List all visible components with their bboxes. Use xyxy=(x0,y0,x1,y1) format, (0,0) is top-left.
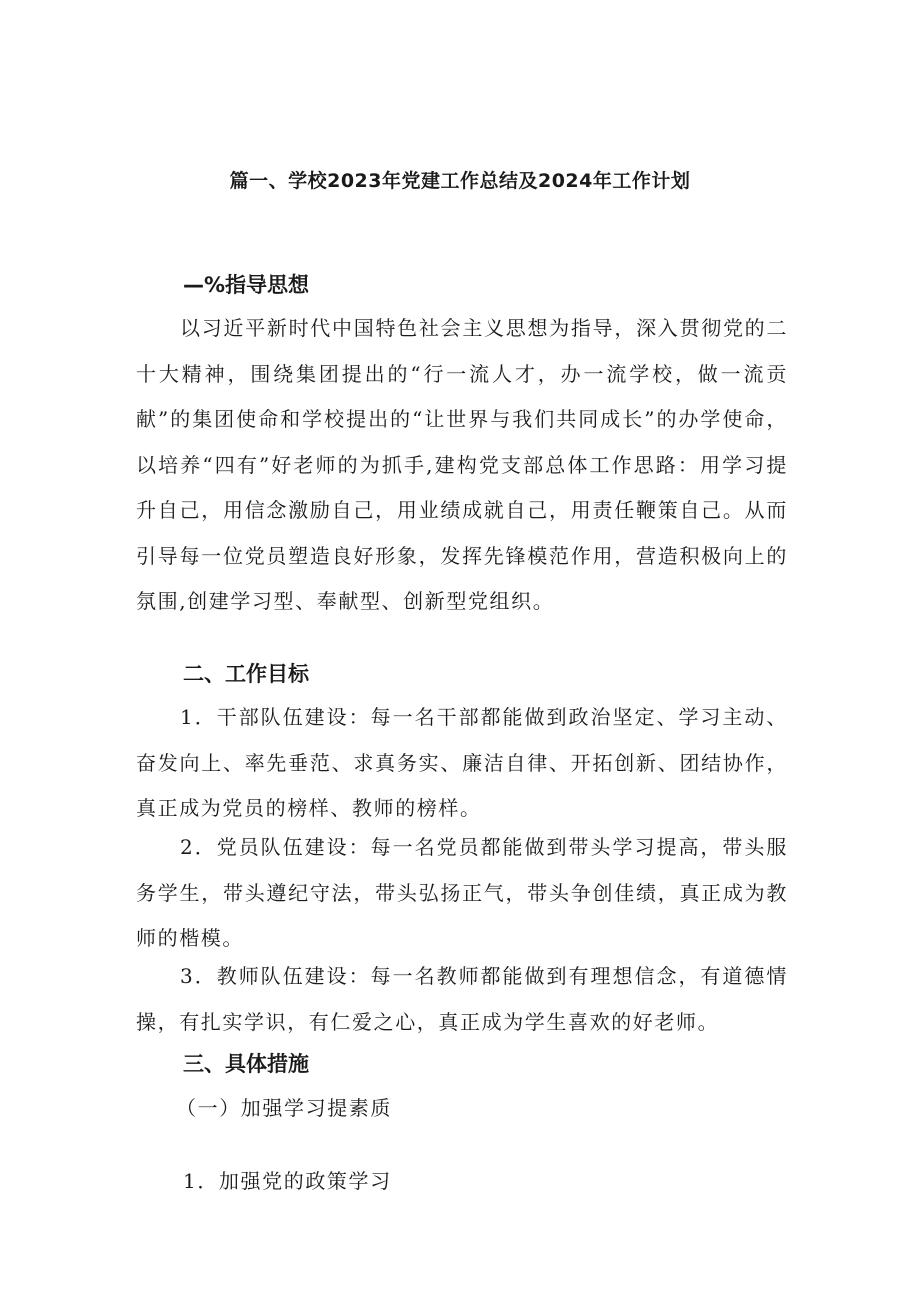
list-item-party-policy-study: 1．加强党的政策学习 xyxy=(183,1169,392,1193)
paragraph-guiding-ideology: 以习近平新时代中国特色社会主义思想为指导，深入贯彻党的二十大精神，围绕集团提出的“行一流人才，办一流学校，做一流贡献”的集团使命和学校提出的“让世界与我们共同成长”的办学使命，以培养“四有”好老师的为抓手,建构党支部总体工作思路：用学习提升自己，用信念激励自己，用业绩成就自己，用责任鞭策自己。从而引导每一位党员塑造良好形象，发挥先锋模范作用，营造积极向上的氛围,创建学习型、奉献型、创新型党组织。 xyxy=(136,316,788,613)
section-heading-guiding-ideology: —%指导思想 xyxy=(183,273,310,297)
paragraph-party-member-team: 2．党员队伍建设：每一名党员都能做到带头学习提高，带头服务学生，带头遵纪守法，带头弘扬正气，带头争创佳绩，真正成为教师的楷模。 xyxy=(136,835,788,950)
section-heading-specific-measures: 三、具体措施 xyxy=(183,1052,309,1076)
subheading-strengthen-learning: （一）加强学习提素质 xyxy=(176,1096,392,1120)
paragraph-teacher-team: 3．教师队伍建设：每一名教师都能做到有理想信念，有道德情操，有扎实学识，有仁爱之心，真正成为学生喜欢的好老师。 xyxy=(136,964,788,1034)
paragraph-cadre-team: 1．干部队伍建设：每一名干部都能做到政治坚定、学习主动、奋发向上、率先垂范、求真务实、廉洁自律、开拓创新、团结协作，真正成为党员的榜样、教师的榜样。 xyxy=(136,705,788,820)
document-title: 篇一、学校2023年党建工作总结及2024年工作计划 xyxy=(229,170,691,192)
section-heading-work-goals: 二、工作目标 xyxy=(183,662,309,686)
